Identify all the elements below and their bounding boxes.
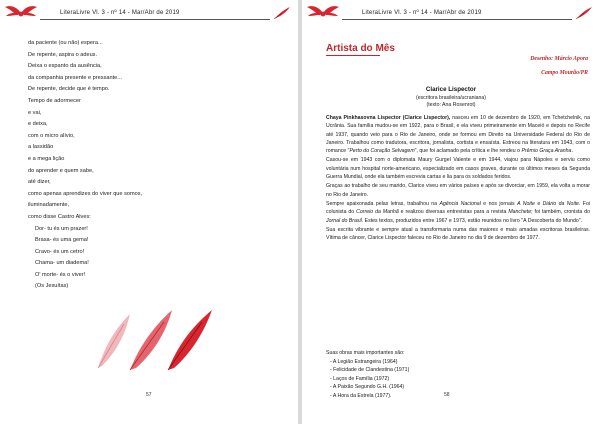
poem-line: como disse Castro Alves: [28,213,91,220]
right-header [302,4,600,22]
quote-line: (Os Jesuítas) [35,283,69,290]
article-author: (texto: Ana Rosenrot) [426,102,476,108]
section-title-underline [326,55,380,56]
drawing-credit: Desenho: Márcio Apora [530,56,588,62]
works-list [326,349,576,401]
article-subtitle: (escritora brasileira/ucraniana) [415,95,487,101]
feather-red-icon [168,310,212,370]
poem-line: iluminadamente, [28,202,70,209]
list-item: - A Hora da Estrela (1977). [330,392,392,399]
poem-line: da companhia presente e pressante... [28,74,122,81]
drawing-location: Campo Mourão/PR [541,70,588,76]
poem-line: do aprender e quem sabe, [28,167,94,174]
section-title-text: Artista do Mês [326,43,395,54]
poem-line: De repente, decide que é tempo. [28,86,110,93]
header-title: LiteraLivre Vl. 3 - nº 14 - Mar/Abr de 2019 [60,10,180,16]
quote-line: O' morte- és o viver! [35,271,86,278]
quote-line: Cravo- és um cetro! [35,248,85,255]
poem-line: e vai, [28,109,42,116]
quote-line: Dor- tu és um prazer! [35,225,88,232]
feathers-illustration [90,302,220,372]
poem-line: com o micro alívio, [28,132,75,139]
section-title [326,43,395,56]
paragraph-5: Sua escrita vibrante e sempre atual a transformaria numa das maiores e mais amadas escritoras brasileiras. Vítima de câncer, Clarice Lispector faleceu no Rio de Janeiro no dia 9 de dezembro de 1977. [326,226,590,242]
paragraph-1: Chaya Pinkhasovna Lispector (Clarice Lispector), nasceu em 10 de dezembro de 1920, em Tchetchelnik, na Ucrânia. Sua família mudou-se em 1922, para o Brasil, e ela viveu primeiramente em Maceió e depois no Recife até 1937, quando veio para o Rio de Janeiro, onde se formou em Direito na Universidade Federal do Rio de Janeiro. Trabalhou como tradutora, escritora, jornalista, cortista e ensaísta. Estreou na literatura em 1943, com o romance "Perto do Coração Selvagem", que foi aclamado pela crítica e lhe rendeu o Prêmio Graça Aranha. [326,115,591,155]
poem-line: como apenas aprendizes do viver que somos, [28,190,143,197]
page-number: 57 [146,392,152,398]
article-title: Clarice Lispector [425,86,477,93]
quote-line: Chama- um diadema! [35,260,89,267]
poem-line: De repente, aspira o adeus. [28,51,98,58]
list-item: - A Legião Estrangeira (1964) [330,358,398,365]
quote-line: Brasa- és uma gema! [35,237,89,244]
list-item: - A Paixão Segundo G.H. (1964) [330,384,405,391]
poem-line: e a mega lição [28,155,65,162]
feather-medium-icon [130,310,172,370]
poem-line: da paciente (ou não) espera... [28,40,103,46]
feather-pale-icon [98,314,130,368]
poem-line: Deixa o espanto da ausência, [28,63,102,70]
article-body [326,114,590,243]
winged-logo-icon [306,4,340,22]
header-rule [40,19,270,20]
quill-icon [272,6,292,20]
poem-text [28,38,278,293]
page-number: 58 [444,392,450,398]
poem-line: a lassidão [28,144,54,151]
left-page [0,0,298,424]
quill-icon [574,6,594,20]
paragraph-3: Graças ao trabalho de seu marido, Clarice viveu em vários países e após se divorciar, em 1959, ela volta a morar no Rio de Janeiro. [326,183,590,198]
works-lead: Suas obras mais importantes são: [326,350,405,356]
list-item: - Felicidade de Clandestina (1971) [330,367,410,374]
winged-logo-icon [4,4,38,22]
list-item: - Laços de Família (1972) [330,375,390,382]
poem-line: e deixa, [28,121,48,128]
poem-line: Tempo de adormecer [28,97,81,104]
header-rule [342,19,572,20]
left-header [0,4,298,22]
poem-line: até dizer, [28,179,51,186]
paragraph-4: Sempre apaixonada pelas letras, trabalhou na Agência Nacional e nos jornais A Noite e Diário da Noite. Foi colunista do Correio da Manhã e realizou diversas entrevistas para a revista Manchete; foi também, cronista do Jornal do Brasil. Estes textos, produzidos entre 1967 e 1973, estão reunidos no livro "A Descoberta do Mundo". [326,200,590,224]
right-page [302,0,600,424]
header-title: LiteraLivre Vl. 3 - nº 14 - Mar/Abr de 2019 [362,10,482,16]
paragraph-2: Casou-se em 1943 com o diplomata Maury Gurgel Valente e em 1944, viajou para Nápoles e serviu como voluntária num hospital norte-americano, especializado em casos graves, durante os últimos meses da Segunda Guerra Mundial, onde ela também escrevia cartas e lia para os soldados feridos. [326,157,590,181]
